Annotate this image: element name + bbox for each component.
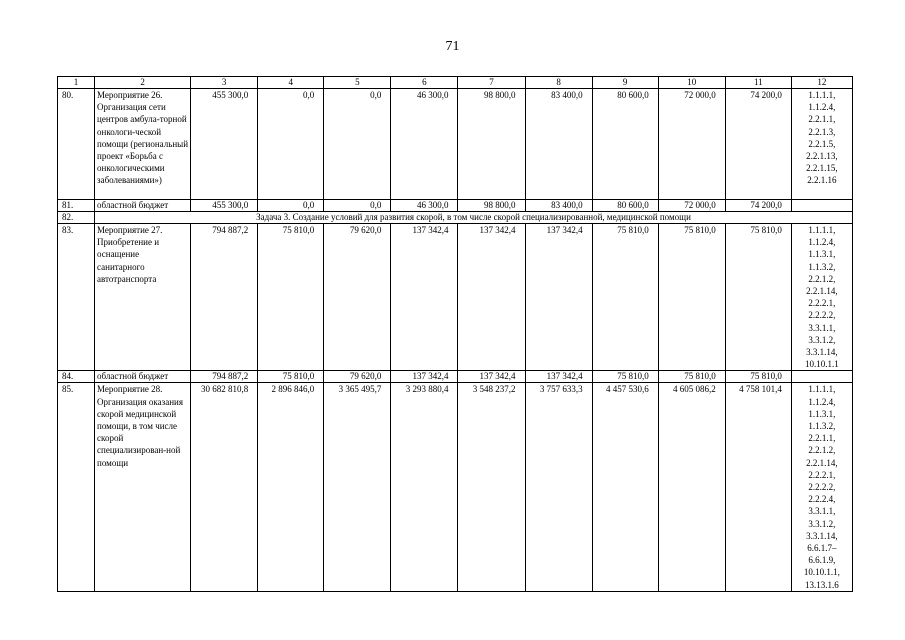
value-cell: 74 200,0 [725,89,791,200]
indicator-codes [791,200,852,212]
value-cell: 137 342,4 [525,371,592,383]
column-header: 11 [725,77,791,89]
indicator-code: 3.3.1.1, [808,322,836,333]
indicator-code: 6.6.1.7– [807,543,837,554]
page-number: 71 [445,39,460,54]
value-cell: 0,0 [258,89,324,200]
table-row [58,383,853,592]
table-row [58,89,853,200]
indicator-codes [791,224,852,371]
indicator-codes [791,383,852,592]
value-cell: 83 400,0 [525,200,592,212]
value-cell: 75 810,0 [658,224,725,371]
value-cell: 79 620,0 [324,371,391,383]
table-row [58,212,853,224]
value-cell: 72 000,0 [658,200,725,212]
value-cell: 98 800,0 [458,200,525,212]
indicator-code: 10.10.1.1, [803,567,840,578]
value-cell: 4 457 530,6 [592,383,658,592]
indicator-code: 2.2.2.2, [808,310,836,321]
indicator-code: 2.2.1.16 [807,175,837,186]
indicator-code: 1.1.3.1, [808,408,836,419]
column-header: 2 [95,77,191,89]
value-cell: 83 400,0 [525,89,592,200]
indicator-code: 1.1.3.1, [808,249,836,260]
column-header: 1 [58,77,95,89]
indicator-code: 2.2.2.1, [808,469,836,480]
value-cell: 137 342,4 [391,371,458,383]
row-number: 80. [58,89,95,200]
indicator-code: 1.1.2.4, [808,102,836,113]
value-cell: 0,0 [258,200,324,212]
value-cell: 75 810,0 [725,371,791,383]
value-cell: 3 365 495,7 [324,383,391,592]
column-header: 5 [324,77,391,89]
value-cell: 0,0 [324,200,391,212]
row-number: 85. [58,383,95,592]
column-header: 4 [258,77,324,89]
table-row [58,371,853,383]
value-cell: 0,0 [324,89,391,200]
indicator-code: 1.1.3.2, [808,261,836,272]
column-header: 6 [391,77,458,89]
value-cell: 75 810,0 [592,224,658,371]
indicator-code: 3.3.1.14, [806,347,838,358]
value-cell: 46 300,0 [391,200,458,212]
column-header: 7 [458,77,525,89]
value-cell: 80 600,0 [592,200,658,212]
value-cell: 75 810,0 [725,224,791,371]
value-cell: 2 896 846,0 [258,383,324,592]
column-header: 9 [592,77,658,89]
value-cell: 79 620,0 [324,224,391,371]
value-cell: 75 810,0 [258,371,324,383]
activity-name: Мероприятие 26. Организация сети центров амбула-торной онкологи-ческой помощи (региональный проект «Борьба с онкологическими заболеваниями») [95,89,191,200]
funding-source: областной бюджет [95,371,191,383]
value-cell: 3 548 237,2 [458,383,525,592]
value-cell: 794 887,2 [191,371,258,383]
indicator-code: 2.2.1.13, [806,151,838,162]
task-heading: Задача 3. Создание условий для развития скорой, в том числе скорой специализированной, медицинской помощи [95,212,853,224]
row-number: 83. [58,224,95,371]
indicator-code: 13.13.1.6 [805,579,839,590]
program-table [57,76,853,592]
column-number-row [58,77,853,89]
value-cell: 75 810,0 [592,371,658,383]
indicator-codes [791,89,852,200]
value-cell: 75 810,0 [658,371,725,383]
indicator-code: 10.10.1.1 [805,359,839,370]
value-cell: 80 600,0 [592,89,658,200]
indicator-code: 2.2.1.14, [806,286,838,297]
column-header: 12 [791,77,852,89]
activity-name: Мероприятие 27. Приобретение и оснащение санитарного автотранспорта [95,224,191,371]
column-header: 10 [658,77,725,89]
indicator-code: 2.2.1.1, [808,433,836,444]
row-number: 81. [58,200,95,212]
indicator-code: 2.2.1.2, [808,445,836,456]
value-cell: 74 200,0 [725,200,791,212]
indicator-code: 2.2.2.4, [808,494,836,505]
indicator-code: 2.2.2.1, [808,298,836,309]
indicator-code: 2.2.1.15, [806,163,838,174]
indicator-code: 1.1.1.1, [808,384,836,395]
value-cell: 3 293 880,4 [391,383,458,592]
indicator-code: 1.1.3.2, [808,421,836,432]
value-cell: 4 758 101,4 [725,383,791,592]
value-cell: 455 300,0 [191,89,258,200]
table-row [58,224,853,371]
indicator-codes [791,371,852,383]
value-cell: 75 810,0 [258,224,324,371]
indicator-code: 3.3.1.1, [808,506,836,517]
value-cell: 98 800,0 [458,89,525,200]
column-header: 3 [191,77,258,89]
indicator-code: 1.1.2.4, [808,396,836,407]
value-cell: 794 887,2 [191,224,258,371]
value-cell: 30 682 810,8 [191,383,258,592]
value-cell: 137 342,4 [458,371,525,383]
row-number: 84. [58,371,95,383]
value-cell: 137 342,4 [391,224,458,371]
funding-source: областной бюджет [95,200,191,212]
indicator-code: 2.2.1.14, [806,457,838,468]
column-header: 8 [525,77,592,89]
indicator-code: 3.3.1.14, [806,530,838,541]
value-cell: 455 300,0 [191,200,258,212]
value-cell: 4 605 086,2 [658,383,725,592]
value-cell: 3 757 633,3 [525,383,592,592]
table-row [58,200,853,212]
value-cell: 137 342,4 [458,224,525,371]
indicator-code: 3.3.1.2, [808,518,836,529]
indicator-code: 2.2.1.3, [808,126,836,137]
indicator-code: 2.2.1.2, [808,273,836,284]
indicator-code: 1.1.2.4, [808,237,836,248]
indicator-code: 6.6.1.9, [808,555,836,566]
activity-name: Мероприятие 28. Организация оказания скорой медицинской помощи, в том числе скорой специализирован-ной помощи [95,383,191,592]
indicator-code: 2.2.1.1, [808,114,836,125]
indicator-code: 1.1.1.1, [808,225,836,235]
indicator-code: 1.1.1.1, [808,90,836,100]
indicator-code: 2.2.2.2, [808,482,836,493]
indicator-code: 2.2.1.5, [808,138,836,149]
value-cell: 46 300,0 [391,89,458,200]
value-cell: 72 000,0 [658,89,725,200]
value-cell: 137 342,4 [525,224,592,371]
indicator-code: 3.3.1.2, [808,334,836,345]
row-number: 82. [58,212,95,224]
